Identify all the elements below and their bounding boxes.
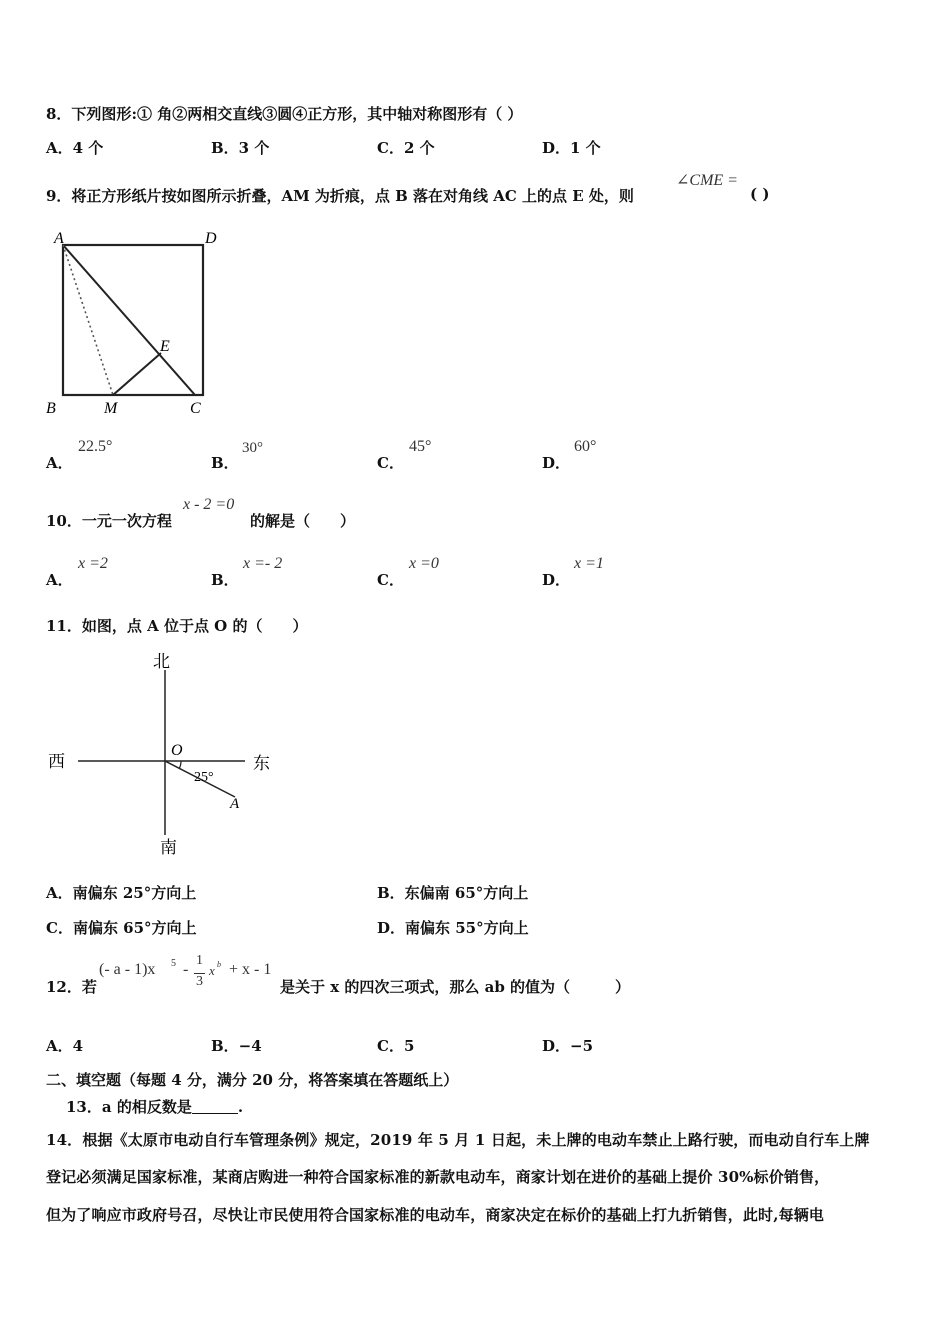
label-d: D — [205, 230, 217, 247]
q12-formula-minus: - — [183, 961, 189, 978]
q10-option-d-letter: D． — [542, 571, 571, 589]
q9-option-b-letter: B． — [211, 454, 239, 472]
q11-compass-figure — [40, 645, 280, 860]
q12-stem-prefix: 12．若 — [46, 978, 97, 996]
q8-option-b: B．3 个 — [211, 139, 270, 157]
q8-option-d: D．1 个 — [542, 139, 601, 157]
q12-formula-part1: (- a - 1)x — [99, 961, 156, 978]
q9-option-c-letter: C． — [377, 454, 404, 472]
q13-answer-blank[interactable] — [192, 1099, 238, 1114]
q12-formula-var2: x — [209, 963, 215, 978]
label-a: A — [54, 230, 64, 247]
q10-stem-prefix: 10．一元一次方程 — [46, 512, 172, 530]
q13-stem-prefix: 13．a 的相反数是 — [66, 1098, 192, 1116]
q9-option-a-letter: A． — [46, 454, 73, 472]
label-b: B — [46, 400, 56, 417]
q10-formula: x - 2 =0 — [183, 496, 235, 513]
q12-formula — [99, 953, 279, 997]
q11-option-d: D．南偏东 55°方向上 — [377, 919, 529, 937]
q12-option-c: C．5 — [377, 1037, 415, 1055]
angle-arc — [179, 761, 181, 769]
label-south: 南 — [160, 838, 177, 857]
q9-option-d-value: 60° — [574, 438, 597, 455]
q12-option-b: B．−4 — [211, 1037, 262, 1055]
label-north: 北 — [153, 652, 170, 671]
q10-option-d-value: x =1 — [574, 555, 604, 572]
q12-stem-suffix: 是关于 x 的四次三项式，那么 ab 的值为（ ） — [280, 978, 631, 996]
q9-option-b-value: 30° — [242, 440, 263, 456]
label-e: E — [160, 338, 170, 355]
q12-formula-exp2: b — [217, 960, 221, 969]
q10-option-a-value: x =2 — [78, 555, 108, 572]
label-c: C — [190, 400, 201, 417]
q10-option-c-value: x =0 — [409, 555, 439, 572]
q12-frac-num: 1 — [196, 953, 203, 968]
label-east: 东 — [253, 754, 270, 773]
q12-formula-exp1: 5 — [171, 958, 176, 969]
segment-me — [113, 353, 161, 395]
q9-paren: ( ) — [750, 185, 770, 203]
q11-option-b: B．东偏南 65°方向上 — [377, 884, 529, 902]
q12-option-a: A．4 — [46, 1037, 84, 1055]
q12-option-d: D．−5 — [542, 1037, 594, 1055]
q11-option-c: C．南偏东 65°方向上 — [46, 919, 197, 937]
q11-stem: 11．如图，点 A 位于点 O 的（ ） — [46, 617, 308, 635]
q10-option-b-value: x =- 2 — [243, 555, 283, 572]
label-point-a: A — [230, 796, 240, 812]
fold-line-am — [63, 245, 113, 395]
label-angle: 25° — [194, 770, 214, 785]
q13-stem — [66, 1096, 243, 1117]
section2-title: 二、填空题（每题 4 分，满分 20 分，将答案填在答题纸上） — [46, 1071, 459, 1089]
q10-option-b-letter: B． — [211, 571, 239, 589]
q11-option-a: A．南偏东 25°方向上 — [46, 884, 197, 902]
q8-option-a: A．4 个 — [46, 139, 104, 157]
q8-stem: 8．下列图形:① 角②两相交直线③圆④正方形，其中轴对称图形有（ ） — [46, 105, 523, 123]
q10-option-a-letter: A． — [46, 571, 73, 589]
q12-frac-den: 3 — [196, 974, 203, 989]
q12-formula-part3: + x - 1 — [229, 961, 272, 978]
q10-option-c-letter: C． — [377, 571, 404, 589]
q9-option-c-value: 45° — [409, 438, 432, 455]
q9-stem: 9．将正方形纸片按如图所示折叠，AM 为折痕，点 B 落在对角线 AC 上的点 E 处，则 — [46, 187, 634, 205]
label-origin: O — [171, 742, 183, 759]
q9-option-a-value: 22.5° — [78, 438, 113, 455]
q8-option-c: C．2 个 — [377, 139, 435, 157]
q14-line2: 登记必须满足国家标准，某商店购进一种符合国家标准的新款电动车，商家计划在进价的基础上提价 30%标价销售， — [46, 1168, 830, 1186]
q14-line1: 14．根据《太原市电动自行车管理条例》规定，2019 年 5 月 1 日起，未上牌的电动车禁止上路行驶，而电动自行车上牌 — [46, 1131, 870, 1149]
diagonal-ac — [63, 245, 195, 395]
q10-stem-suffix: 的解是（ ） — [250, 512, 356, 530]
q9-square-figure — [40, 225, 230, 420]
label-west: 西 — [48, 752, 65, 771]
q13-stem-suffix: . — [237, 1098, 244, 1116]
q9-option-d-letter: D． — [542, 454, 571, 472]
label-m: M — [104, 400, 118, 417]
q9-formula: ∠CME = — [676, 172, 738, 189]
q14-line3: 但为了响应市政府号召，尽快让市民使用符合国家标准的电动车，商家决定在标价的基础上打九折销售，此时,每辆电 — [46, 1206, 825, 1224]
